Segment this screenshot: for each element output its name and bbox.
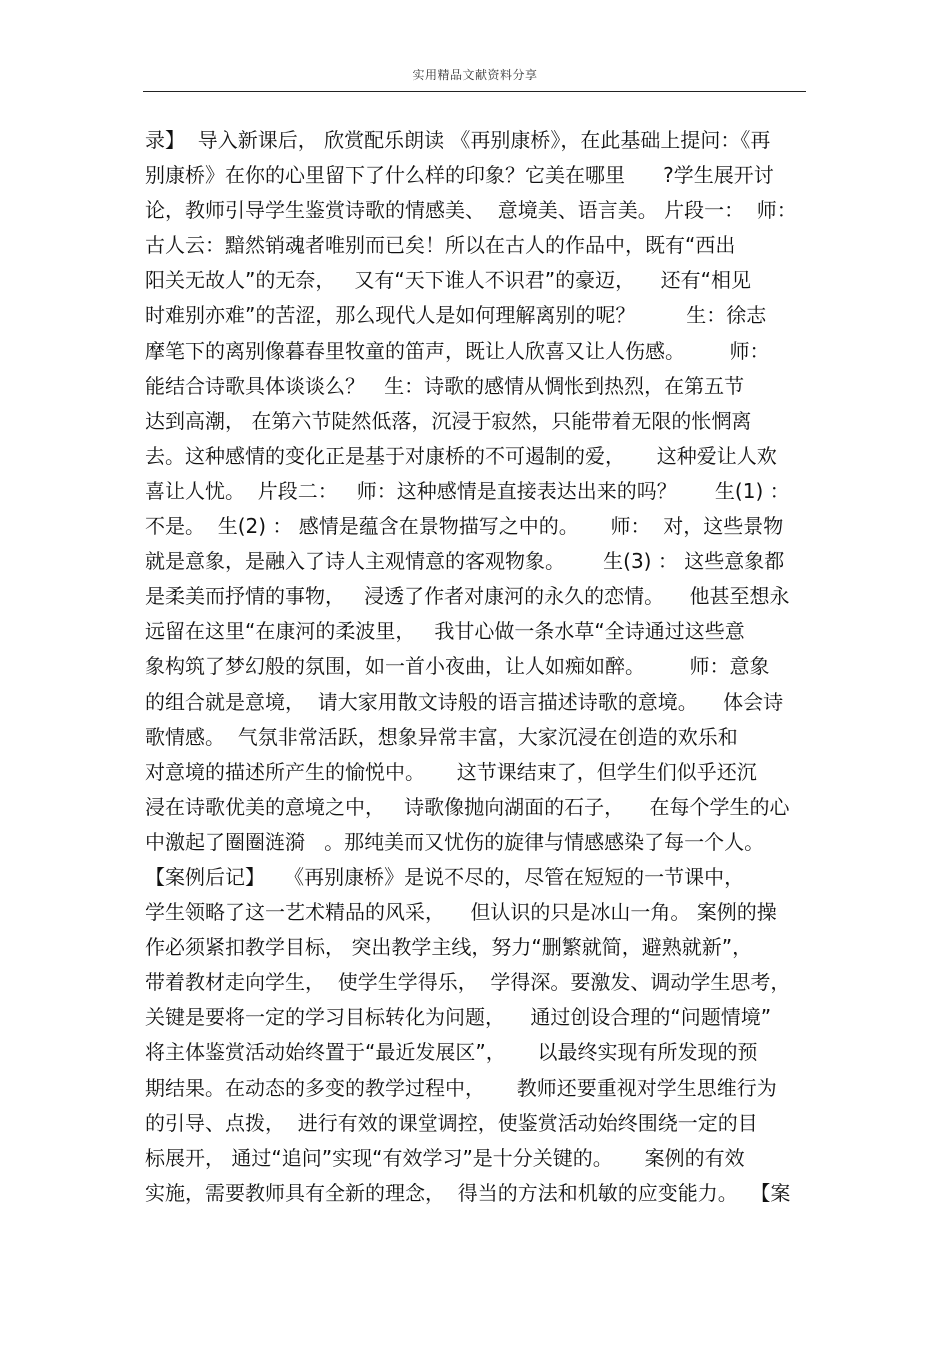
text-line: 去。这种感情的变化正是基于对康桥的不可遏制的爱， 这种爱让人欢	[145, 443, 777, 468]
text-line: 作必须紧扣教学目标， 突出教学主线，努力“删繁就简，避熟就新”，	[145, 935, 753, 960]
text-line: 时难别亦难”的苦涩，那么现代人是如何理解离别的呢？ 生：徐志	[145, 303, 767, 328]
text-line: 不是。 生(2) ： 感情是蕴含在景物描写之中的。 师： 对，这些景物	[145, 514, 784, 539]
text-line: 是柔美而抒情的事物， 浸透了作者对康河的永久的恋情。 他甚至想永	[145, 584, 790, 609]
text-line: 将主体鉴赏活动始终置于“最近发展区”， 以最终实现有所发现的预	[145, 1040, 758, 1065]
text-line: 论，教师引导学生鉴赏诗歌的情感美、 意境美、语言美。 片段一： 师：	[145, 198, 797, 223]
text-line: 阳关无故人”的无奈， 又有“天下谁人不识君”的豪迈， 还有“相见	[145, 268, 751, 293]
text-line: 浸在诗歌优美的意境之中， 诗歌像抛向湖面的石子， 在每个学生的心	[145, 794, 790, 819]
text-line: 的组合就是意境， 请大家用散文诗般的语言描述诗歌的意境。 体会诗	[145, 689, 784, 714]
text-line: 【案例后记】 《再别康桥》是说不尽的，尽管在短短的一节课中，	[145, 864, 745, 889]
text-line: 中激起了圈圈涟漪 。那纯美而又忧伤的旋律与情感感染了每一个人。	[145, 829, 765, 854]
text-line: 达到高潮， 在第六节陡然低落，沉浸于寂然，只能带着无限的怅惘离	[145, 408, 752, 433]
text-line: 带着教材走向学生， 使学生学得乐， 学得深。要激发、调动学生思考，	[145, 970, 791, 995]
text-line: 古人云：黯然销魂者唯别而已矣！所以在古人的作品中，既有“西出	[145, 233, 736, 258]
text-line: 学生领略了这一艺术精品的风采， 但认识的只是冰山一角。 案例的操	[145, 900, 777, 925]
text-line: 象构筑了梦幻般的氛围，如一首小夜曲，让人如痴如醉。 师：意象	[145, 654, 770, 679]
text-line: 能结合诗歌具体谈谈么？ 生：诗歌的感情从惆怅到热烈，在第五节	[145, 373, 745, 398]
text-line: 喜让人忧。 片段二： 师：这种感情是直接表达出来的吗？ 生(1) ：	[145, 478, 790, 503]
document-body	[145, 123, 810, 1211]
text-line: 录】 导入新课后， 欣赏配乐朗读 《再别康桥》，在此基础上提问：《再	[145, 128, 771, 152]
text-line: 期结果。在动态的多变的教学过程中， 教师还要重视对学生思维行为	[145, 1075, 777, 1100]
header-divider	[143, 91, 806, 92]
page-header: 实用精品文献资料分享	[412, 68, 538, 82]
text-line: 就是意象，是融入了诗人主观情意的客观物象。 生(3) ： 这些意象都	[145, 549, 785, 574]
text-line: 歌情感。 气氛非常活跃，想象异常丰富，大家沉浸在创造的欢乐和	[145, 724, 738, 749]
text-line: 关键是要将一定的学习目标转化为问题， 通过创设合理的“问题情境”	[145, 1005, 772, 1030]
text-line: 别康桥》在你的心里留下了什么样的印象？它美在哪里 ?学生展开讨	[145, 163, 774, 188]
text-line: 对意境的描述所产生的愉悦中。 这节课结束了，但学生们似乎还沉	[145, 759, 757, 784]
text-line: 摩笔下的离别像暮春里牧童的笛声，既让人欣喜又让人伤感。 师：	[145, 338, 770, 363]
text-line: 标展开， 通过“追问”实现“有效学习”是十分关键的。 案例的有效	[145, 1145, 745, 1170]
text-line: 远留在这里“在康河的柔波里， 我甘心做一条水草“全诗通过这些意	[145, 619, 745, 644]
text-line: 的引导、点拨， 进行有效的课堂调控，使鉴赏活动始终围绕一定的目	[145, 1110, 758, 1135]
text-line: 实施，需要教师具有全新的理念， 得当的方法和机敏的应变能力。 【案	[145, 1180, 791, 1205]
